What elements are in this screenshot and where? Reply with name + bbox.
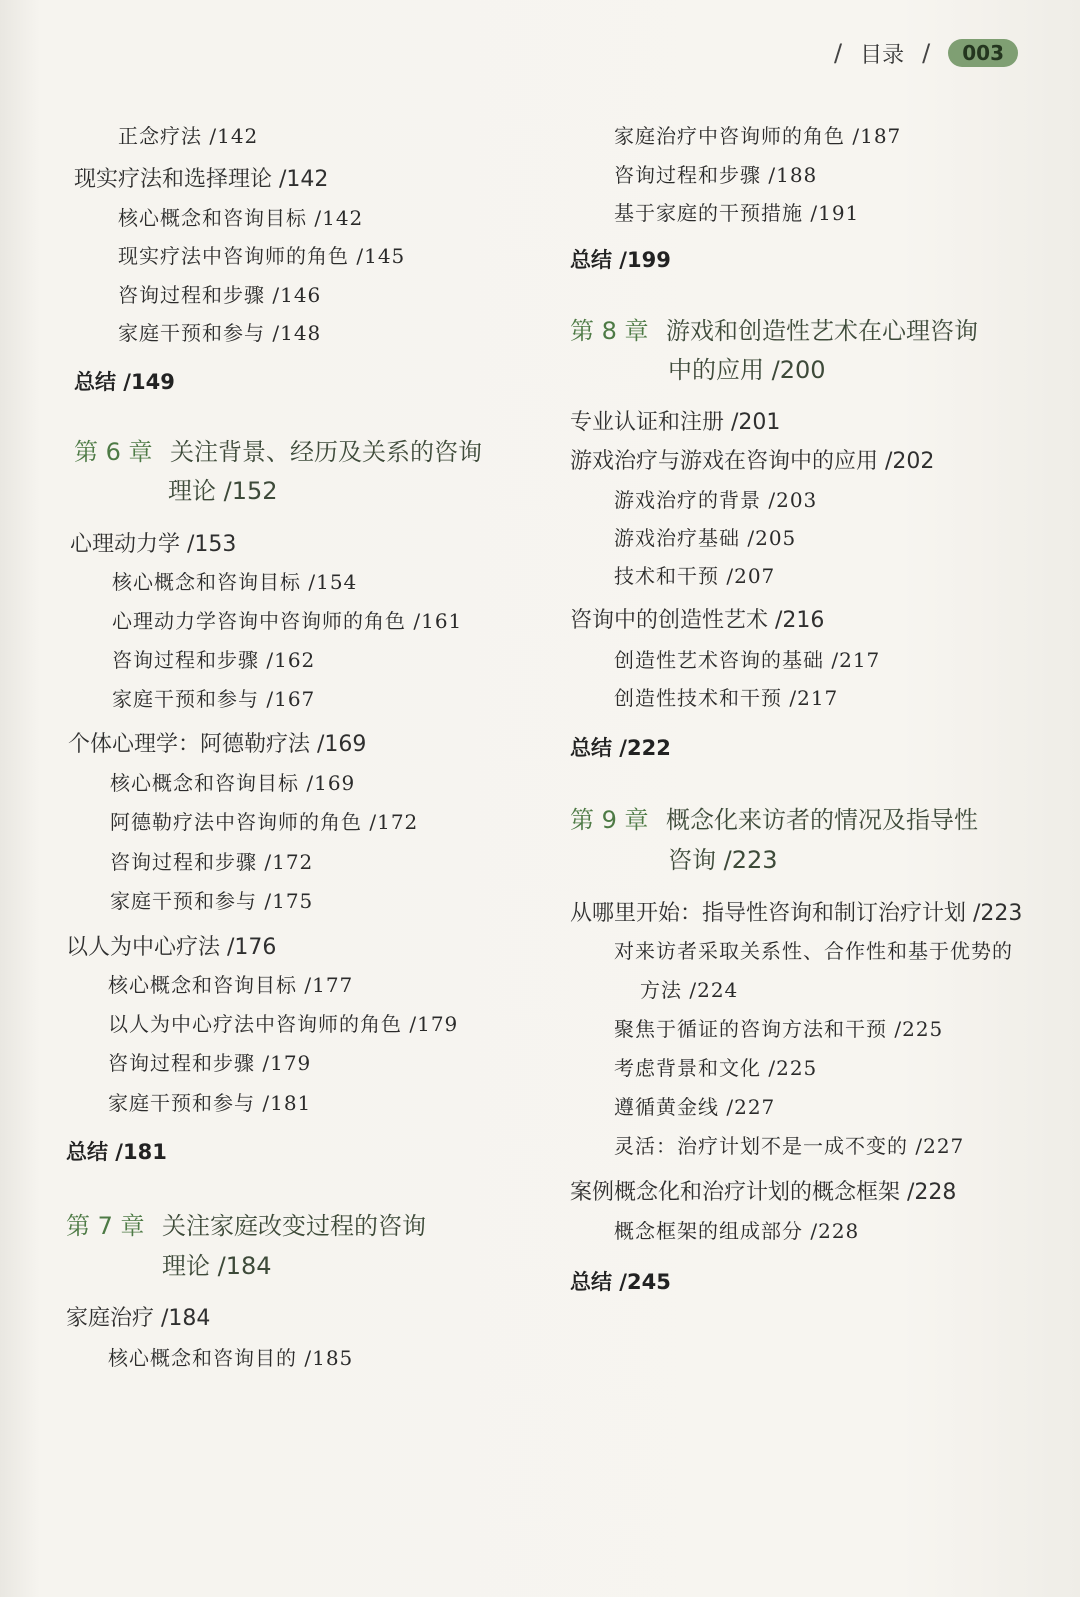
toc-section-entry: 家庭治疗 /184 — [66, 1306, 211, 1331]
toc-subsection-entry: 灵活：治疗计划不是一成不变的 /227 — [614, 1134, 965, 1158]
toc-subsection-entry: 咨询过程和步骤 /188 — [614, 163, 818, 187]
toc-subsection-entry: 方法 /224 — [640, 978, 739, 1002]
toc-section-entry: 现实疗法和选择理论 /142 — [74, 167, 329, 192]
toc-subsection-entry: 游戏治疗基础 /205 — [614, 526, 797, 550]
toc-subsection-entry: 创造性艺术咨询的基础 /217 — [614, 648, 881, 672]
toc-section-entry: 咨询中的创造性艺术 /216 — [570, 608, 825, 633]
chapter-number: 第 9 章 — [570, 806, 649, 834]
toc-subsection-entry: 心理动力学咨询中咨询师的角色 /161 — [112, 609, 463, 633]
page-header — [834, 36, 1018, 70]
header-slash: / — [834, 39, 843, 67]
toc-chapter-title-cont: 理论 /152 — [168, 477, 278, 505]
toc-subsection-entry: 咨询过程和步骤 /162 — [112, 648, 316, 672]
toc-subsection-entry: 遵循黄金线 /227 — [614, 1095, 776, 1119]
toc-subsection-entry: 核心概念和咨询目的 /185 — [108, 1346, 354, 1370]
toc-subsection-entry: 游戏治疗的背景 /203 — [614, 488, 818, 512]
toc-subsection-entry: 技术和干预 /207 — [614, 564, 776, 588]
toc-subsection-entry: 咨询过程和步骤 /172 — [110, 850, 314, 874]
toc-subsection-entry: 家庭干预和参与 /167 — [112, 687, 316, 711]
toc-subsection-entry: 核心概念和咨询目标 /177 — [108, 973, 354, 997]
chapter-title: 关注家庭改变过程的咨询 — [162, 1212, 426, 1240]
toc-section-entry: 心理动力学 /153 — [70, 532, 237, 557]
toc-subsection-entry: 核心概念和咨询目标 /169 — [110, 771, 356, 795]
toc-summary-entry: 总结 /222 — [570, 736, 671, 760]
toc-section-entry: 以人为中心疗法 /176 — [66, 935, 277, 960]
chapter-number: 第 8 章 — [570, 317, 649, 345]
toc-chapter-title-cont: 理论 /184 — [162, 1252, 272, 1280]
toc-subsection-entry: 家庭治疗中咨询师的角色 /187 — [614, 124, 902, 148]
chapter-title: 关注背景、经历及关系的咨询 — [170, 438, 482, 466]
page-number-badge: 003 — [948, 39, 1018, 67]
toc-subsection-entry: 概念框架的组成部分 /228 — [614, 1219, 860, 1243]
toc-subsection-entry: 基于家庭的干预措施 /191 — [614, 201, 860, 225]
toc-summary-entry: 总结 /245 — [570, 1270, 671, 1294]
toc-subsection-entry: 咨询过程和步骤 /146 — [118, 283, 322, 307]
toc-chapter-entry — [570, 800, 978, 835]
toc-subsection-entry: 阿德勒疗法中咨询师的角色 /172 — [110, 810, 419, 834]
toc-subsection-entry: 聚焦于循证的咨询方法和干预 /225 — [614, 1017, 944, 1041]
toc-subsection-entry: 正念疗法 /142 — [118, 124, 259, 148]
toc-chapter-entry — [74, 432, 482, 467]
toc-summary-entry: 总结 /149 — [74, 370, 175, 394]
toc-summary-entry: 总结 /199 — [570, 248, 671, 272]
chapter-title: 概念化来访者的情况及指导性 — [666, 806, 978, 834]
toc-subsection-entry: 创造性技术和干预 /217 — [614, 686, 839, 710]
toc-subsection-entry: 考虑背景和文化 /225 — [614, 1056, 818, 1080]
toc-subsection-entry: 现实疗法中咨询师的角色 /145 — [118, 244, 406, 268]
toc-summary-entry: 总结 /181 — [66, 1140, 167, 1164]
header-slash: / — [922, 39, 931, 67]
toc-chapter-title-cont: 中的应用 /200 — [668, 356, 826, 384]
toc-section-entry: 游戏治疗与游戏在咨询中的应用 /202 — [570, 449, 935, 474]
toc-subsection-entry: 家庭干预和参与 /175 — [110, 889, 314, 913]
chapter-title: 游戏和创造性艺术在心理咨询 — [666, 317, 978, 345]
toc-chapter-title-cont: 咨询 /223 — [668, 846, 778, 874]
chapter-number: 第 7 章 — [66, 1212, 145, 1240]
toc-chapter-entry — [66, 1206, 426, 1241]
toc-subsection-entry: 咨询过程和步骤 /179 — [108, 1051, 312, 1075]
toc-section-entry: 案例概念化和治疗计划的概念框架 /228 — [570, 1180, 957, 1205]
header-section: 目录 — [860, 42, 905, 68]
toc-section-entry: 从哪里开始：指导性咨询和制订治疗计划 /223 — [570, 901, 1023, 926]
toc-subsection-entry: 家庭干预和参与 /181 — [108, 1091, 312, 1115]
chapter-number: 第 6 章 — [74, 438, 153, 466]
toc-chapter-entry — [570, 311, 978, 346]
toc-subsection-entry: 核心概念和咨询目标 /142 — [118, 206, 364, 230]
toc-subsection-entry: 以人为中心疗法中咨询师的角色 /179 — [108, 1012, 459, 1036]
toc-subsection-entry: 核心概念和咨询目标 /154 — [112, 570, 358, 594]
toc-subsection-entry: 家庭干预和参与 /148 — [118, 321, 322, 345]
toc-section-entry: 个体心理学：阿德勒疗法 /169 — [68, 732, 367, 757]
toc-subsection-entry: 对来访者采取关系性、合作性和基于优势的 — [614, 939, 1013, 963]
toc-section-entry: 专业认证和注册 /201 — [570, 410, 781, 435]
